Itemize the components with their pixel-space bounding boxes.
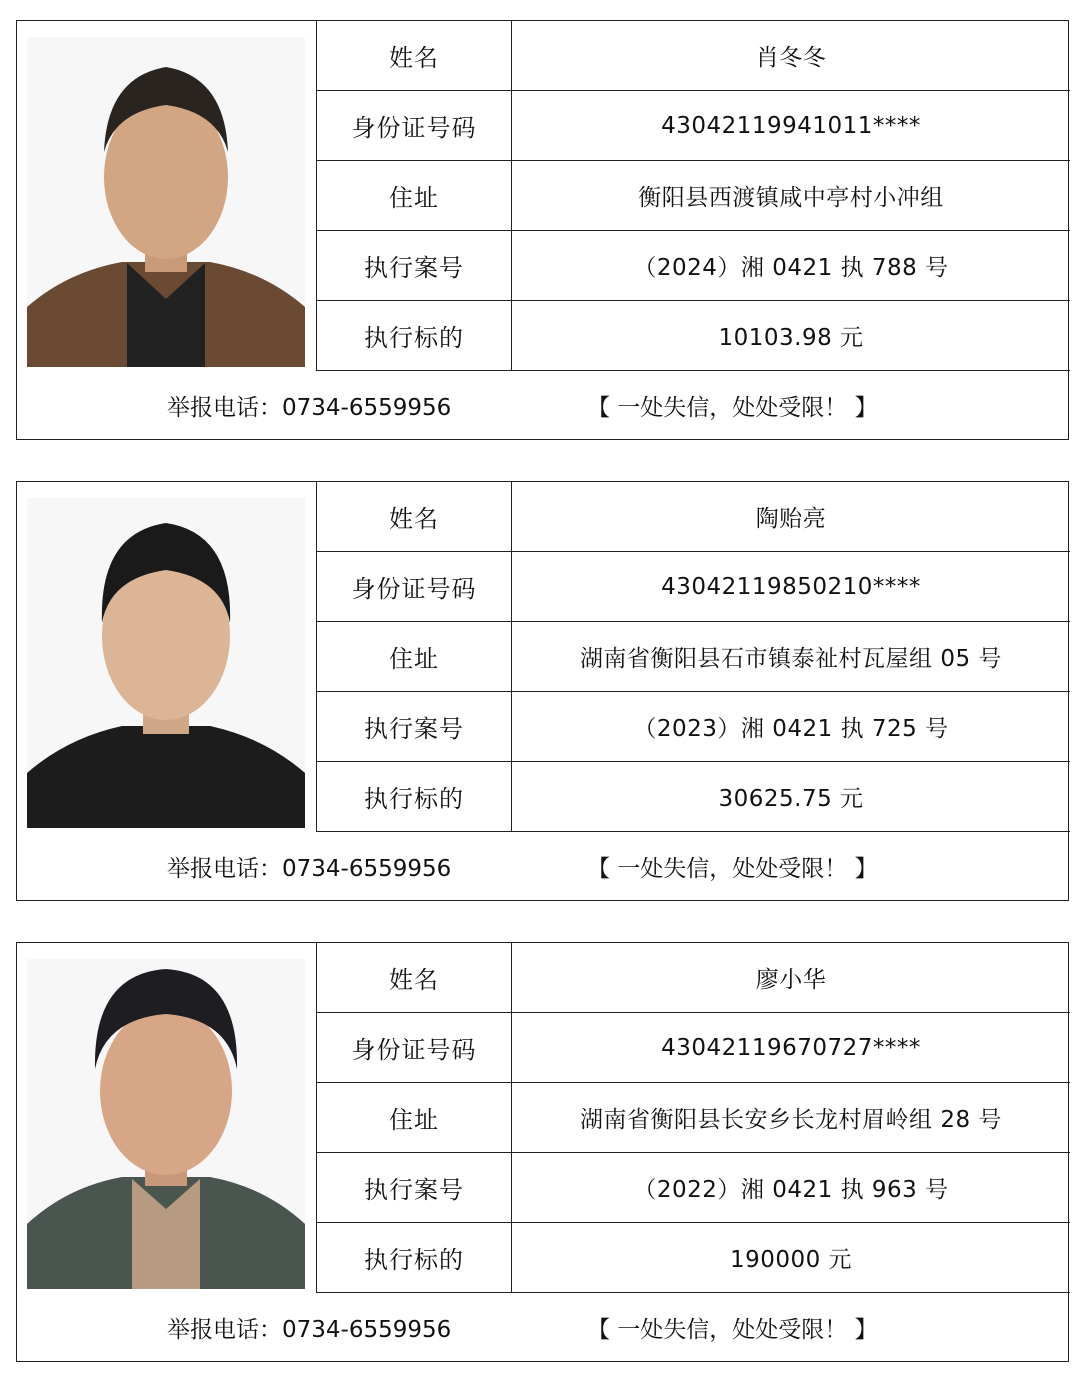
- person-card: [16, 942, 1069, 1362]
- amount-value: 190000 元: [729, 1247, 853, 1273]
- address-row: [317, 161, 1070, 231]
- case-row: [317, 1153, 1070, 1223]
- id-label: 身份证号码: [317, 1013, 512, 1082]
- case-label: 执行案号: [317, 1153, 512, 1222]
- id-label: 身份证号码: [317, 552, 512, 621]
- case-row: [317, 231, 1070, 301]
- portrait-photo: [27, 498, 305, 828]
- amount-row: [317, 762, 1070, 832]
- id-value: 43042119850210****: [661, 573, 921, 600]
- name-value: 陶贻亮: [755, 506, 827, 532]
- id-row: [317, 1013, 1070, 1083]
- amount-row: [317, 1223, 1070, 1293]
- id-value: 43042119670727****: [661, 1034, 921, 1061]
- amount-label: 执行标的: [317, 1223, 512, 1292]
- case-value: （2022）湘 0421 执 963 号: [633, 1177, 949, 1203]
- portrait-photo: [27, 959, 305, 1289]
- portrait-image: [27, 959, 305, 1289]
- id-value: 43042119941011****: [661, 112, 921, 139]
- report-phone: 举报电话：0734-6559956: [167, 855, 452, 882]
- id-label: 身份证号码: [317, 91, 512, 160]
- amount-value: 30625.75 元: [718, 786, 864, 812]
- card-footer: [17, 832, 1068, 900]
- id-row: [317, 91, 1070, 161]
- name-row: [317, 482, 1070, 552]
- case-label: 执行案号: [317, 231, 512, 300]
- case-row: [317, 692, 1070, 762]
- name-row: [317, 21, 1070, 91]
- address-value: 衡阳县西渡镇咸中亭村小冲组: [638, 185, 944, 211]
- name-label: 姓名: [317, 482, 512, 551]
- report-phone: 举报电话：0734-6559956: [167, 1316, 452, 1343]
- photo-cell: [17, 943, 317, 1293]
- name-label: 姓名: [317, 943, 512, 1012]
- case-label: 执行案号: [317, 692, 512, 761]
- name-label: 姓名: [317, 21, 512, 90]
- slogan: 【 一处失信，处处受限！ 】: [587, 855, 878, 882]
- portrait-image: [27, 498, 305, 828]
- name-value: 廖小华: [755, 967, 827, 993]
- amount-value: 10103.98 元: [718, 325, 864, 351]
- person-card: [16, 20, 1069, 440]
- card-footer: [17, 1293, 1068, 1361]
- amount-label: 执行标的: [317, 301, 512, 370]
- portrait-image: [27, 37, 305, 367]
- slogan: 【 一处失信，处处受限！ 】: [587, 1316, 878, 1343]
- case-value: （2024）湘 0421 执 788 号: [633, 255, 949, 281]
- address-row: [317, 622, 1070, 692]
- report-phone: 举报电话：0734-6559956: [167, 394, 452, 421]
- address-value: 湖南省衡阳县石市镇泰祉村瓦屋组 05 号: [580, 646, 1002, 672]
- card-footer: [17, 371, 1068, 439]
- case-value: （2023）湘 0421 执 725 号: [633, 716, 949, 742]
- name-row: [317, 943, 1070, 1013]
- portrait-photo: [27, 37, 305, 367]
- address-label: 住址: [317, 1083, 512, 1152]
- photo-cell: [17, 21, 317, 371]
- address-row: [317, 1083, 1070, 1153]
- address-label: 住址: [317, 161, 512, 230]
- address-value: 湖南省衡阳县长安乡长龙村眉岭组 28 号: [580, 1107, 1002, 1133]
- amount-row: [317, 301, 1070, 371]
- address-label: 住址: [317, 622, 512, 691]
- id-row: [317, 552, 1070, 622]
- amount-label: 执行标的: [317, 762, 512, 831]
- photo-cell: [17, 482, 317, 832]
- name-value: 肖冬冬: [755, 45, 827, 71]
- person-card: [16, 481, 1069, 901]
- slogan: 【 一处失信，处处受限！ 】: [587, 394, 878, 421]
